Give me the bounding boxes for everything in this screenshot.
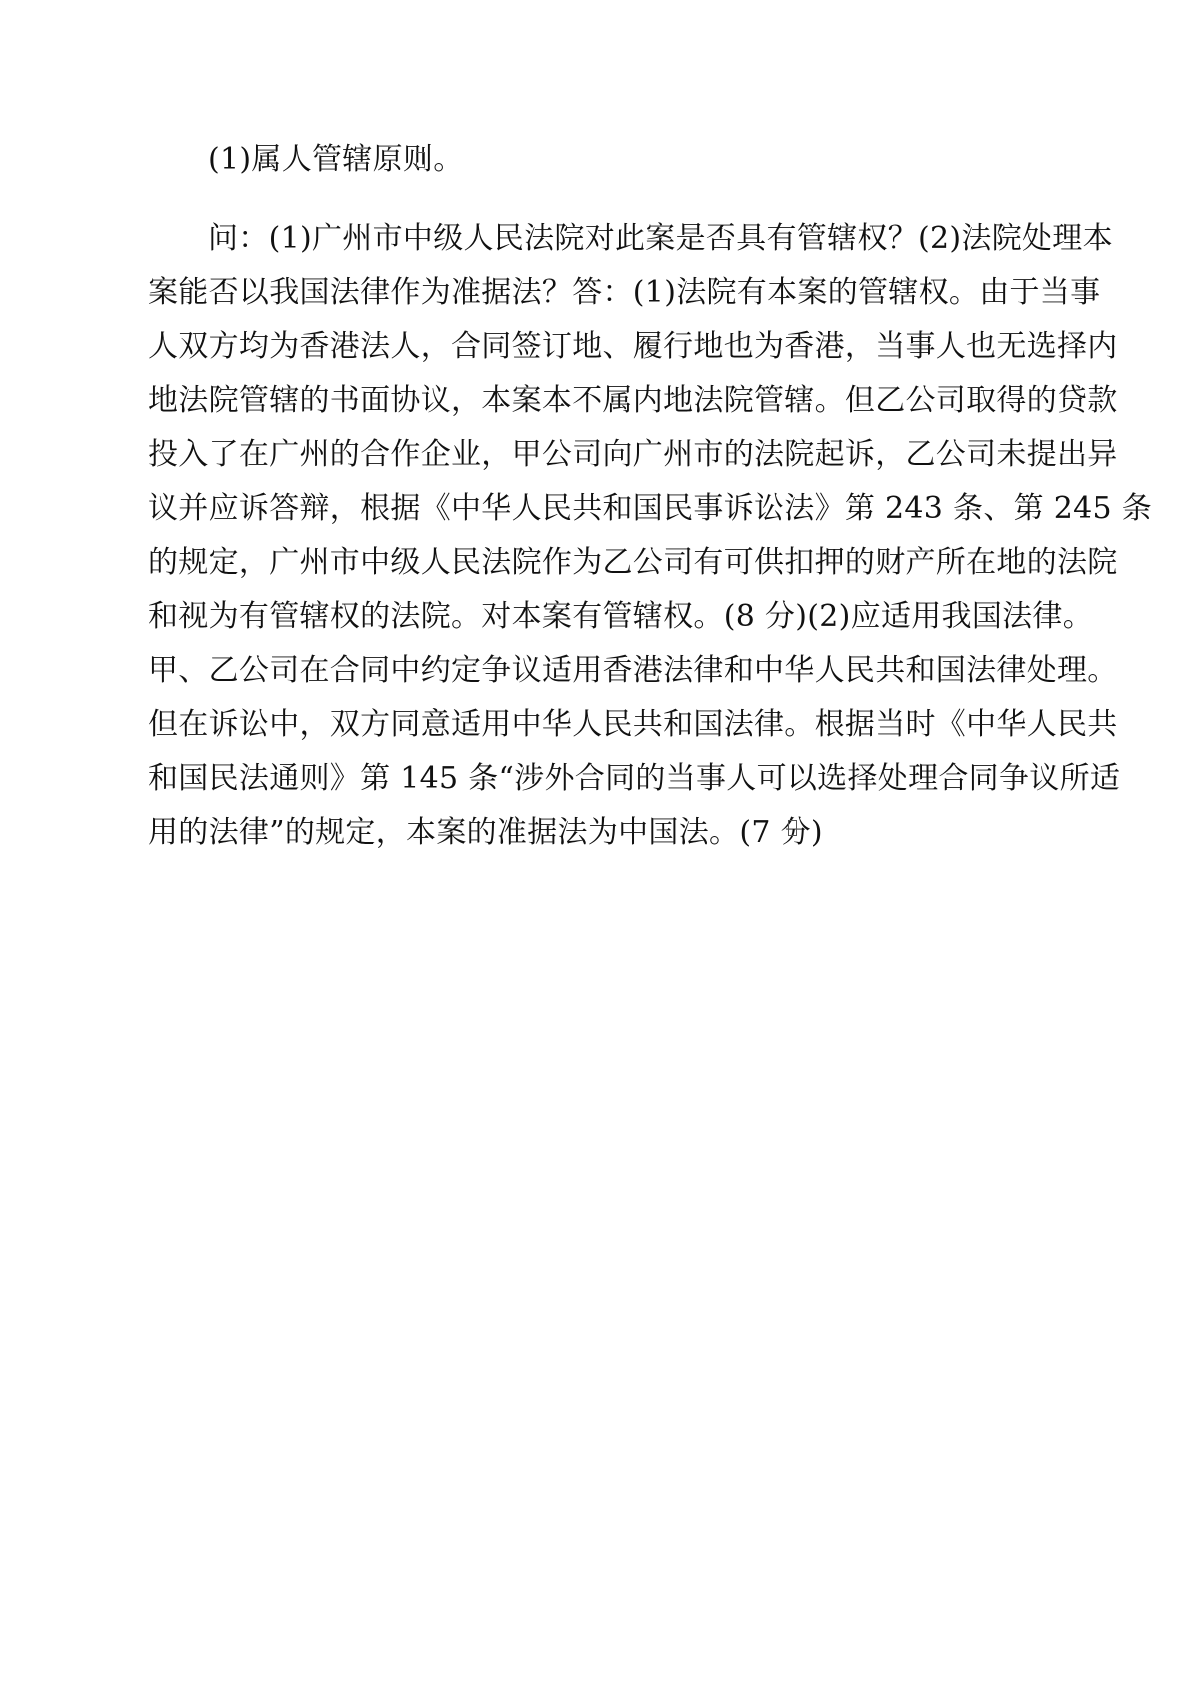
paragraph-question-answer <box>148 212 1153 860</box>
text-line: 议并应诉答辩，根据《中华人民共和国民事诉讼法》第 243 条、第 245 条 <box>148 491 1153 526</box>
text-line: 问：(1)广州市中级人民法院对此案是否具有管辖权？(2)法院处理本 <box>208 221 1113 256</box>
text-line: (1)属人管辖原则。 <box>208 142 464 177</box>
paragraph-end-mark-icon <box>416 152 425 168</box>
text-line: 案能否以我国法律作为准据法？答：(1)法院有本案的管辖权。由于当事 <box>148 275 1101 310</box>
text-line: 用的法律”的规定，本案的准据法为中国法。(7 分) <box>148 815 823 850</box>
text-line: 甲、乙公司在合同中约定争议适用香港法律和中华人民共和国法律处理。 <box>148 653 1118 688</box>
paragraph-principle <box>148 140 1048 180</box>
text-line: 和视为有管辖权的法院。对本案有管辖权。(8 分)(2)应适用我国法律。 <box>148 599 1094 634</box>
text-line: 但在诉讼中，双方同意适用中华人民共和国法律。根据当时《中华人民共 <box>148 707 1118 742</box>
text-line: 的规定，广州市中级人民法院作为乙公司有可供扣押的财产所在地的法院 <box>148 545 1118 580</box>
text-line: 人双方均为香港法人，合同签订地、履行地也为香港，当事人也无选择内 <box>148 329 1118 364</box>
text-line: 和国民法通则》第 145 条“涉外合同的当事人可以选择处理合同争议所适 <box>148 761 1121 796</box>
text-line: 地法院管辖的书面协议，本案本不属内地法院管辖。但乙公司取得的贷款 <box>148 383 1118 418</box>
text-line: 投入了在广州的合作企业，甲公司向广州市的法院起诉，乙公司未提出异 <box>148 437 1118 472</box>
paragraph-end-mark-icon <box>788 820 797 836</box>
